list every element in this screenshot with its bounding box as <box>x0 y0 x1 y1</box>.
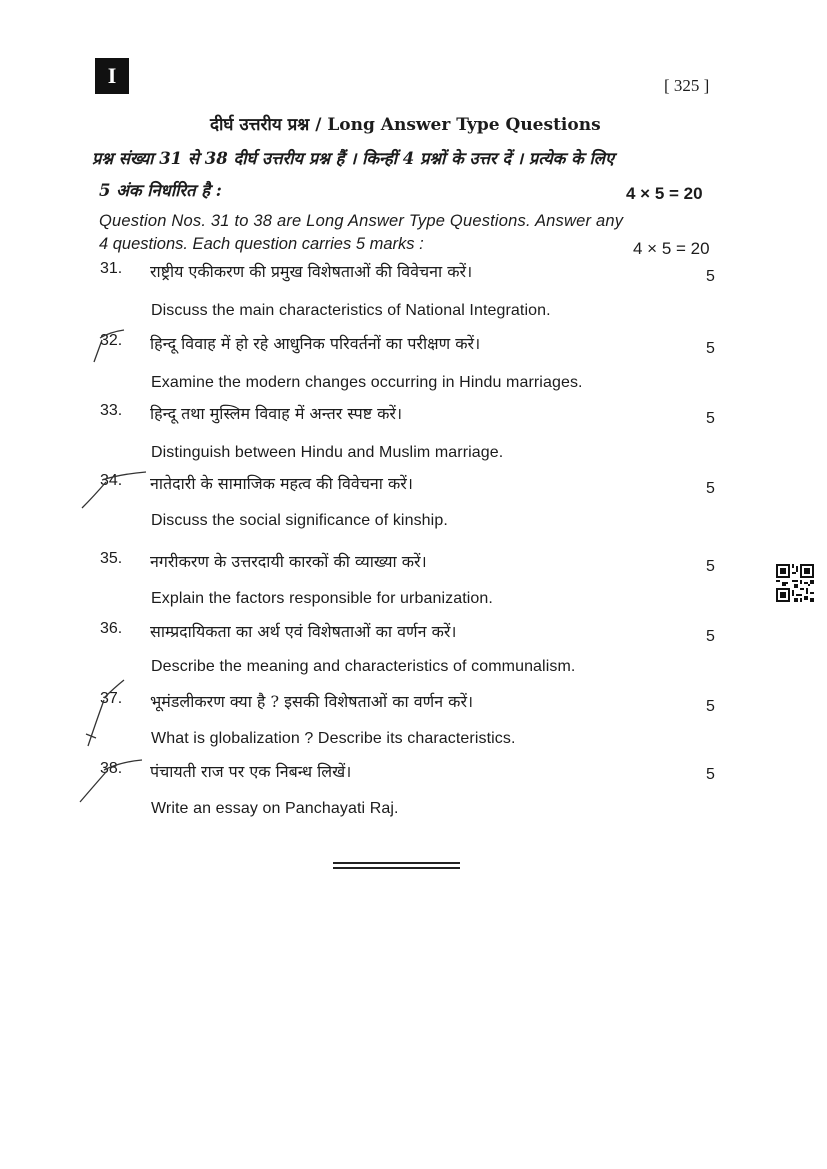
instructions-english-marks: 4 × 5 = 20 <box>633 239 710 258</box>
pen-tick-mark <box>76 758 156 808</box>
question-english: Explain the factors responsible for urbanization. <box>151 590 493 607</box>
page-number: [ 325 ] <box>664 76 710 95</box>
question-hindi: नातेदारी के सामाजिक महत्व की विवेचना करें। <box>150 474 413 493</box>
question-number: 37. <box>100 690 123 707</box>
question-english: Examine the modern changes occurring in Hindu marriages. <box>151 374 583 391</box>
question-number: 35. <box>100 550 123 567</box>
section-title: दीर्घ उत्तरीय प्रश्न / Long Answer Type Questions <box>210 115 601 135</box>
question-number: 34. <box>100 472 123 489</box>
question-english: Discuss the main characteristics of National Integration. <box>151 302 551 319</box>
question-number: 31. <box>100 260 123 277</box>
question-english: Write an essay on Panchayati Raj. <box>151 800 399 817</box>
question-english: Describe the meaning and characteristics of communalism. <box>151 658 576 675</box>
question-hindi: पंचायती राज पर एक निबन्ध लिखें। <box>150 762 352 781</box>
question-hindi: हिन्दू तथा मुस्लिम विवाह में अन्तर स्पष्ट करें। <box>150 404 403 423</box>
question-number: 36. <box>100 620 123 637</box>
pen-tick-mark <box>76 470 166 514</box>
question-number: 38. <box>100 760 123 777</box>
question-hindi: भूमंडलीकरण क्या है ? इसकी विशेषताओं का वर्णन करें। <box>150 692 474 711</box>
question-number: 33. <box>100 402 123 419</box>
question-english: Discuss the social significance of kinship. <box>151 512 448 529</box>
question-marks: 5 <box>706 558 715 575</box>
question-marks: 5 <box>706 766 715 783</box>
question-hindi: नगरीकरण के उत्तरदायी कारकों की व्याख्या करें। <box>150 552 427 571</box>
pen-tick-mark <box>80 678 136 750</box>
question-marks: 5 <box>706 480 715 497</box>
question-hindi: राष्ट्रीय एकीकरण की प्रमुख विशेषताओं की विवेचना करें। <box>150 262 473 281</box>
question-hindi: साम्प्रदायिकता का अर्थ एवं विशेषताओं का वर्णन करें। <box>150 622 457 641</box>
instructions-english-line2: 4 questions. Each question carries 5 marks : <box>99 235 424 253</box>
instructions-english-line1: Question Nos. 31 to 38 are Long Answer Type Questions. Answer any <box>99 212 624 230</box>
question-marks: 5 <box>706 628 715 645</box>
qr-code-icon <box>776 564 814 602</box>
instructions-hindi-line2: 5 अंक निर्धारित है : <box>99 181 222 200</box>
question-marks: 5 <box>706 698 715 715</box>
question-number: 32. <box>100 332 123 349</box>
set-badge: I <box>95 58 129 94</box>
question-english: What is globalization ? Describe its characteristics. <box>151 730 516 747</box>
question-marks: 5 <box>706 340 715 357</box>
instructions-hindi-line1: प्रश्न संख्या 31 से 38 दीर्घ उत्तरीय प्रश्न हैं । किन्हीं 4 प्रश्नों के उत्तर दें । प्रत्येक के लिए <box>92 149 615 168</box>
question-english: Distinguish between Hindu and Muslim marriage. <box>151 444 504 461</box>
question-hindi: हिन्दू विवाह में हो रहे आधुनिक परिवर्तनों का परीक्षण करें। <box>150 334 481 353</box>
end-rule <box>333 862 460 864</box>
question-marks: 5 <box>706 268 715 285</box>
pen-tick-mark <box>88 326 138 366</box>
end-rule <box>333 867 460 869</box>
instructions-hindi-marks: 4 × 5 = 20 <box>626 184 703 203</box>
question-marks: 5 <box>706 410 715 427</box>
